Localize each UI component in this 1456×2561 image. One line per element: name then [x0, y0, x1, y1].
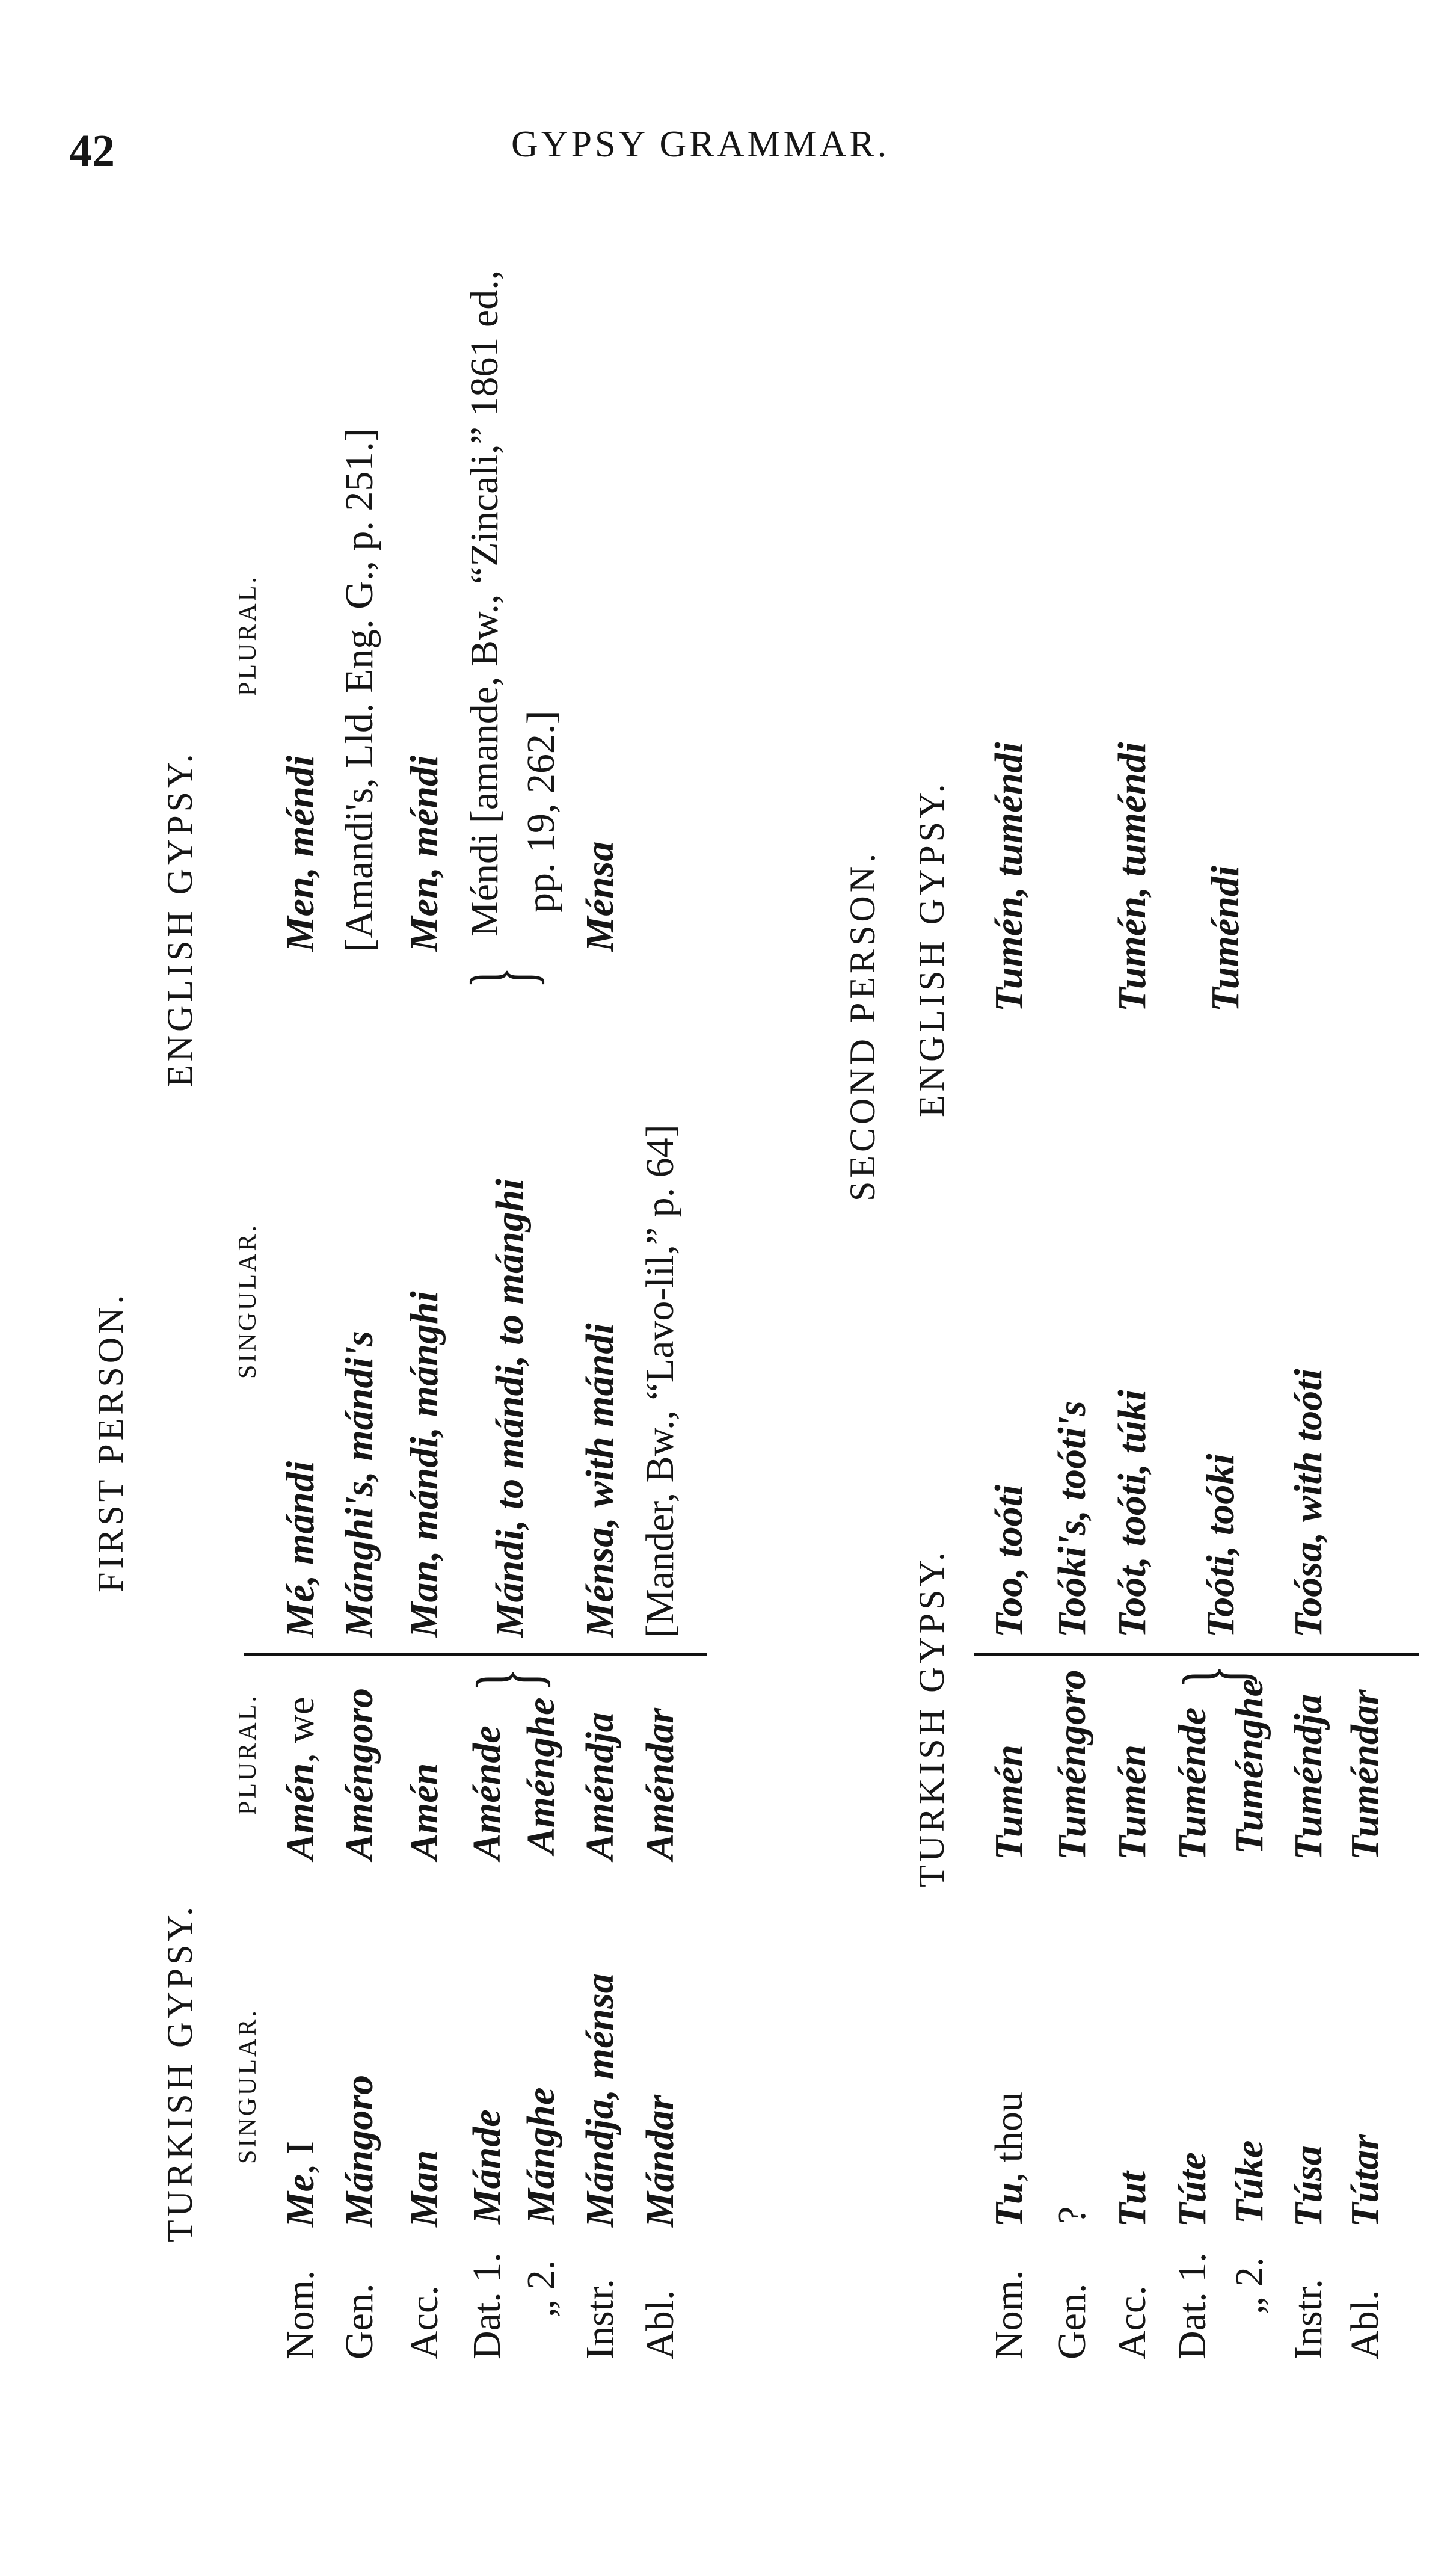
table-cell: Ménsa, with mándi — [578, 1323, 622, 1638]
table-cell: Túsa — [1286, 2145, 1330, 2227]
table-cell: Mándi, to mándi, to mánghi — [488, 1179, 532, 1638]
table-cell: Man — [402, 2150, 446, 2227]
case-label: Abl. — [1343, 2290, 1387, 2359]
col-plural-en-1: PLURAL. — [234, 575, 262, 696]
table-cell: Mánde — [465, 2109, 509, 2224]
table-cell: Amén — [402, 1763, 446, 1860]
table-cell: Ménsa — [578, 841, 622, 952]
table-cell: Mángoro — [337, 2074, 381, 2227]
table-cell: ? — [1050, 2206, 1094, 2224]
case-label: „ 2. — [1227, 2257, 1271, 2314]
table-cell: Too, toóti — [987, 1484, 1031, 1638]
case-label: Dat. 1. — [1170, 2252, 1214, 2359]
second-person-heading: SECOND PERSON. — [843, 849, 882, 1201]
table-cell: Tútar — [1343, 2134, 1387, 2227]
table-cell: Tumén, tuméndi — [1110, 742, 1154, 1012]
table-cell: Me, I — [278, 2141, 322, 2227]
table-cell: [Mander, Bw., “Lavo-lil,” p. 64] — [638, 1124, 682, 1638]
column-rule — [244, 1653, 707, 1656]
running-head: GYPSY GRAMMAR. — [511, 124, 890, 165]
case-label: Nom. — [987, 2270, 1031, 2359]
brace-dat-1: } — [458, 1668, 558, 1692]
turkish-heading-2: TURKISH GYPSY. — [912, 1548, 951, 1887]
table-cell: Tuméndar — [1343, 1689, 1387, 1860]
case-label: Abl. — [638, 2290, 682, 2359]
page-number: 42 — [69, 126, 115, 176]
table-cell: Aménghe — [519, 1697, 563, 1854]
table-cell: Tuménghe — [1227, 1679, 1271, 1854]
table-cell: Tuménde — [1170, 1707, 1214, 1860]
table-cell: [Amandi's, Lld. Eng. G., p. 251.] — [337, 428, 381, 952]
table-cell: Mánghe — [519, 2087, 563, 2224]
table-cell: Túte — [1170, 2152, 1214, 2227]
table-cell: Mándja, ménsa — [578, 1973, 622, 2227]
table-cell: Tut — [1110, 2171, 1154, 2227]
column-rule-2 — [974, 1653, 1419, 1656]
table-cell: pp. 19, 262.] — [519, 710, 563, 913]
table-cell: Toóti, toóki — [1199, 1453, 1243, 1638]
case-label: Instr. — [1286, 2279, 1330, 2359]
case-label: Acc. — [1110, 2285, 1154, 2359]
table-cell: Tuméngoro — [1050, 1669, 1094, 1860]
table-cell: Men, méndi — [278, 755, 322, 952]
table-cell: Mándar — [638, 2094, 682, 2227]
case-label: Gen. — [337, 2283, 381, 2359]
table-cell: Tumén, tuméndi — [987, 742, 1031, 1012]
table-cell: Mánghi's, mándi's — [337, 1331, 381, 1638]
col-plural-tk-1: PLURAL. — [234, 1693, 262, 1815]
table-cell: Améndja — [578, 1712, 622, 1860]
first-person-heading: FIRST PERSON. — [91, 1291, 131, 1592]
case-label: Gen. — [1050, 2283, 1094, 2359]
table-cell: Tuméndja — [1286, 1693, 1330, 1860]
table-cell: Tumén — [1110, 1745, 1154, 1860]
table-cell: Men, méndi — [402, 755, 446, 952]
english-heading-2: ENGLISH GYPSY. — [912, 780, 951, 1117]
table-cell: Amén, we — [278, 1697, 322, 1860]
table-cell: Túke — [1227, 2140, 1271, 2224]
col-singular-en-1: SINGULAR. — [234, 1223, 262, 1379]
table-cell: Améndar — [638, 1707, 682, 1860]
case-label: Instr. — [578, 2279, 622, 2359]
case-label: „ 2. — [519, 2260, 563, 2317]
table-cell: Tumén — [987, 1745, 1031, 1860]
table-cell: Améngoro — [337, 1687, 381, 1860]
turkish-heading-1: TURKISH GYPSY. — [160, 1903, 200, 2242]
brace-open: { — [452, 967, 552, 988]
table-cell: Toósa, with toóti — [1286, 1369, 1330, 1638]
table-cell: Mé, mándi — [278, 1461, 322, 1638]
table-cell: Aménde — [465, 1725, 509, 1860]
english-heading-1: ENGLISH GYPSY. — [160, 750, 200, 1087]
table-cell: Toóki's, toóti's — [1050, 1401, 1094, 1638]
brace-dat-2: } — [1165, 1665, 1265, 1689]
table-cell: Tu, thou — [987, 2092, 1031, 2227]
table-cell: Tuméndi — [1203, 865, 1247, 1012]
case-label: Dat. 1. — [465, 2252, 509, 2359]
col-singular-tk-1: SINGULAR. — [234, 2008, 262, 2164]
table-cell: Méndi [amande, Bw., “Zincali,” 1861 ed., — [462, 270, 506, 937]
table-cell: Toót, toóti, túki — [1110, 1390, 1154, 1638]
table-cell: Man, mándi, mánghi — [402, 1291, 446, 1638]
case-label: Nom. — [278, 2270, 322, 2359]
case-label: Acc. — [402, 2285, 446, 2359]
